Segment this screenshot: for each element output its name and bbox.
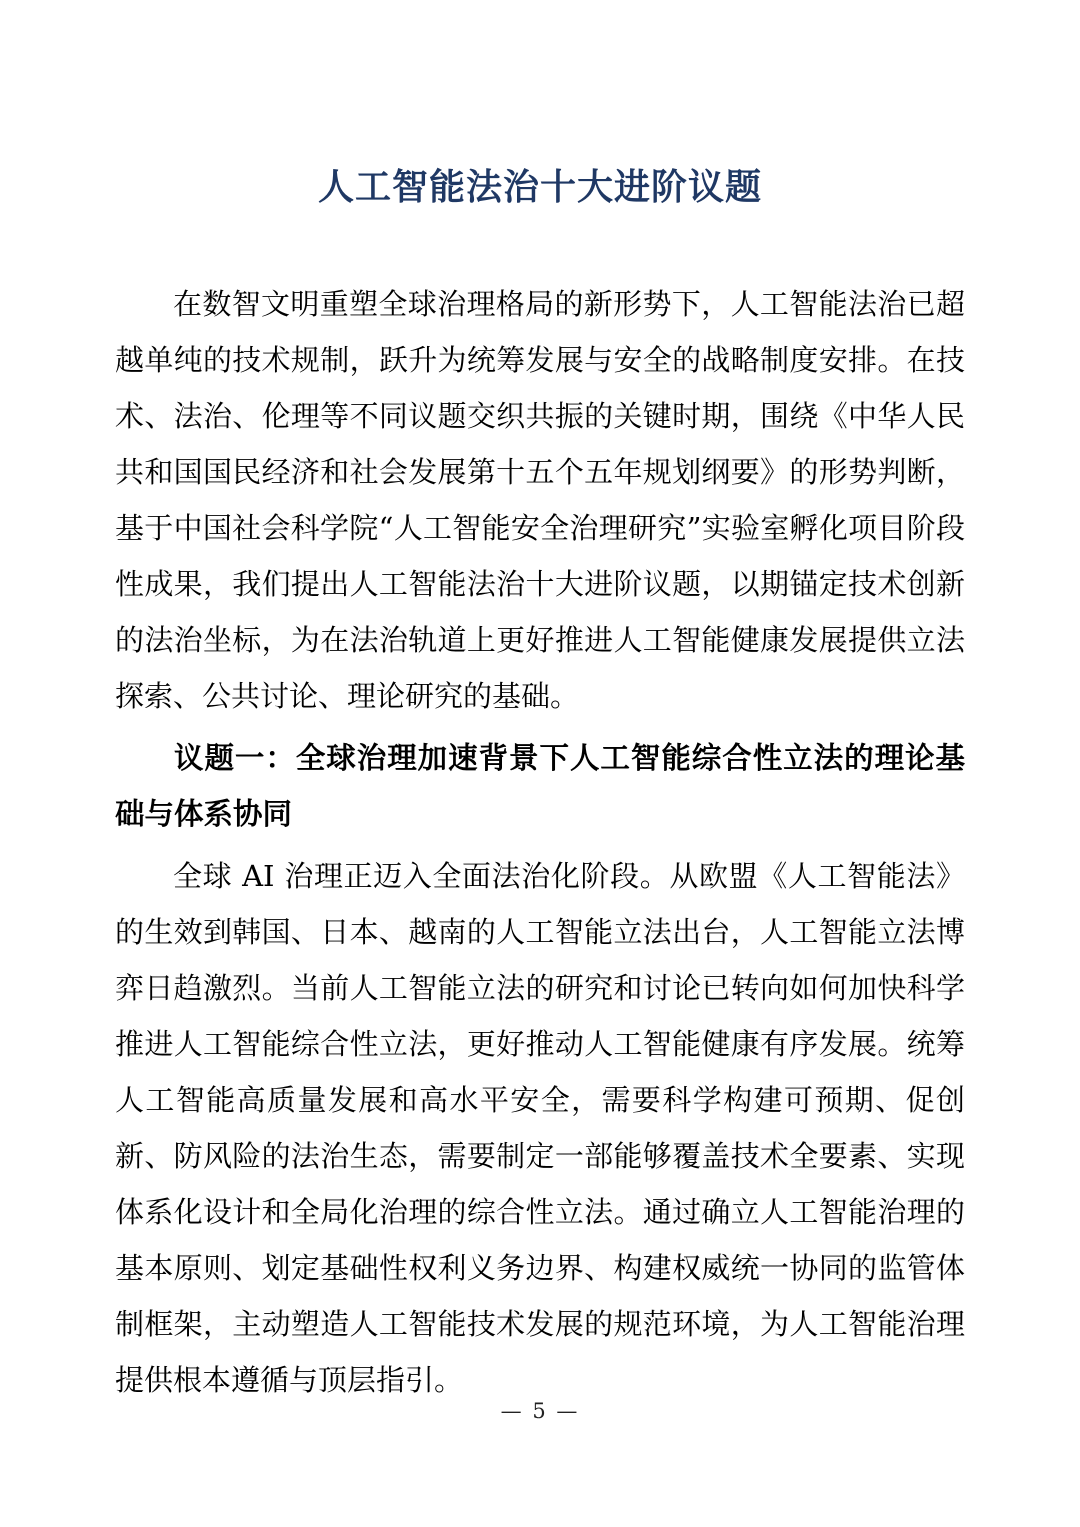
document-title: 人工智能法治十大进阶议题 [317, 167, 762, 208]
paragraph-intro: 在数智文明重塑全球治理格局的新形势下，人工智能法治已超越单纯的技术规制，跃升为统筹发展与安全的战略制度安排。在技术、法治、伦理等不同议题交织共振的关键时期，围绕《中华人民共和国国民经济和社会发展第十五个五年规划纲要》的形势判断，基于中国社会科学院“人工智能安全治理研究”实验室孵化项目阶段性成果，我们提出人工智能法治十大进阶议题，以期锚定技术创新的法治坐标，为在法治轨道上更好推进人工智能健康发展提供立法探索、公共讨论、理论研究的基础。 [115, 287, 965, 713]
paragraph-topic1-body: 全球 AI 治理正迈入全面法治化阶段。从欧盟《人工智能法》的生效到韩国、日本、越南的人工智能立法出台，人工智能立法博弈日趋激烈。当前人工智能立法的研究和讨论已转向如何加快科学推进人工智能综合性立法，更好推动人工智能健康有序发展。统筹人工智能高质量发展和高水平安全，需要科学构建可预期、促创新、防风险的法治生态，需要制定一部能够覆盖技术全要素、实现体系化设计和全局化治理的综合性立法。通过确立人工智能治理的基本原则、划定基础性权利义务边界、构建权威统一协同的监管体制框架，主动塑造人工智能技术发展的规范环境，为人工智能治理提供根本遵循与顶层指引。 [115, 859, 965, 1397]
topic1-heading: 议题一：全球治理加速背景下人工智能综合性立法的理论基础与体系协同 [115, 740, 965, 831]
page-number: — 5 — [500, 1399, 580, 1423]
document-content [115, 0, 965, 1408]
